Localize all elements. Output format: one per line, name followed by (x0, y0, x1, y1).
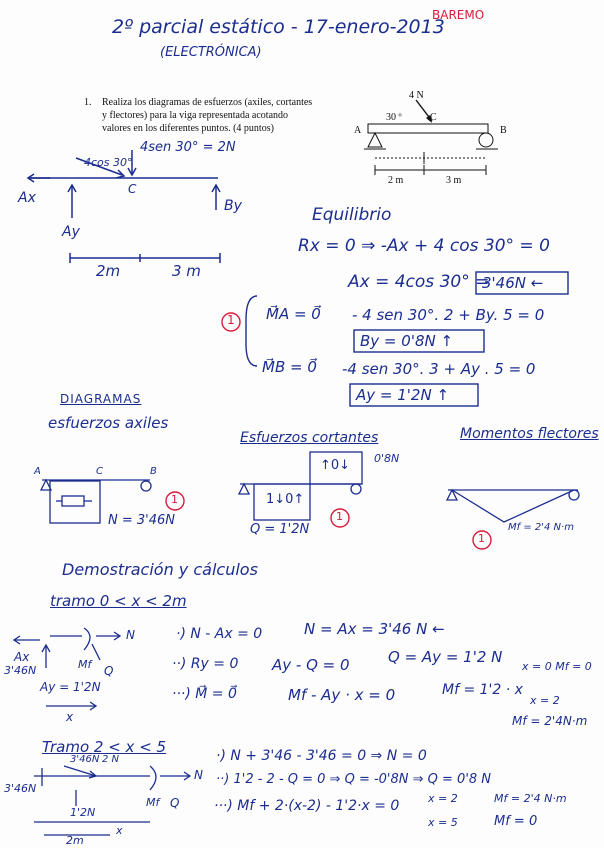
support-b-roller (479, 133, 493, 147)
fbd-ay-label: Ay (62, 224, 80, 240)
shear-heading: Esfuerzos cortantes (240, 430, 379, 446)
t1-case-2: x = 2 (530, 694, 560, 707)
result-by: By = 0'8N ↑ (360, 332, 454, 350)
t2-mid-value: 1'2N (70, 806, 96, 819)
axial-c-label: C (96, 466, 103, 477)
fig-b-label: B (500, 125, 507, 136)
t2-case-2-result: Mf = 0 (494, 814, 538, 829)
fbd-horizontal-force: 4cos 30° (84, 156, 133, 169)
moment-diagram (447, 490, 579, 522)
equation-ma: - 4 sen 30°. 2 + By. 5 = 0 (352, 306, 545, 324)
problem-line-3: valores en los diferentes puntos. (4 puntos) (102, 123, 274, 134)
fbd-dim-2: 3 m (172, 262, 201, 280)
t1-case-3: Mf = 2'4N·m (512, 714, 588, 728)
moment-value: Mf = 2'4 N·m (508, 522, 574, 533)
equation-rx: Rx = 0 ⇒ -Ax + 4 cos 30° = 0 (298, 236, 550, 256)
fbd-ax-label: Ax (18, 190, 36, 206)
axial-value: N = 3'46N (108, 513, 175, 528)
t2-q-label: Q (170, 796, 180, 810)
t2-eq2: ··) 1'2 - 2 - Q = 0 ⇒ Q = -0'8N ⇒ Q = 0'8 N (216, 772, 492, 787)
result-ax: 3'46N ← (482, 274, 544, 292)
t1-mf-label: Mf (78, 658, 92, 671)
t1-eq1-result: N = Ax = 3'46 N ← (304, 620, 445, 638)
t2-dim: 2m (66, 834, 84, 847)
t1-ay-label: Ay = 1'2N (40, 680, 101, 694)
exam-title: 2º parcial estático - 17-enero-2013 (112, 16, 445, 38)
fbd-by-label: By (224, 198, 242, 214)
tramo2-sketch (34, 766, 190, 835)
axial-b-label: B (150, 466, 157, 477)
fbd-c-label: C (128, 182, 137, 196)
t1-eq3: ···) M⃗ = 0⃗ (172, 686, 237, 702)
moment-a-lhs: M⃗A = 0⃗ (266, 305, 321, 323)
t1-n-label: N (126, 628, 135, 642)
shear-positive-symbol: 1↓0↑ (266, 492, 305, 507)
equation-ax: Ax = 4cos 30° = (348, 272, 490, 292)
shear-top-value: 0'8N (374, 452, 400, 465)
fig-a-label: A (354, 125, 362, 136)
problem-number: 1. (84, 97, 92, 108)
fig-c-label: C (430, 112, 437, 123)
t1-eq2: ··) Ry = 0 (172, 656, 239, 672)
problem-line-1: Realiza los diagramas de esfuerzos (axiles, cortantes (102, 97, 313, 108)
t2-case-1-result: Mf = 2'4 N·m (494, 792, 567, 805)
diagrams-heading: DIAGRAMAS (60, 392, 142, 406)
moment-b-lhs: M⃗B = 0⃗ (262, 358, 317, 376)
tramo2-heading: Tramo 2 < x < 5 (42, 738, 167, 756)
t2-eq3: ···) Mf + 2·(x-2) - 1'2·x = 0 (214, 798, 400, 814)
t2-top-value: 3'46N (70, 754, 100, 765)
shear-negative-symbol: ↑0↓ (320, 458, 351, 473)
t1-eq3b: Mf - Ay · x = 0 (288, 686, 396, 704)
t1-eq2b: Ay - Q = 0 (272, 656, 350, 674)
fbd-dim-1: 2m (96, 262, 121, 280)
shear-bottom-value: Q = 1'2N (250, 522, 310, 537)
demo-heading: Demostración y cálculos (62, 560, 258, 579)
t1-eq3-result: Mf = 1'2 · x (442, 682, 523, 698)
score-mark-shear: 1 (336, 510, 343, 523)
problem-line-2: y flectores) para la viga representada acotando (102, 110, 289, 121)
t2-left-value: 3'46N (4, 782, 37, 795)
axial-a-label: A (34, 466, 41, 477)
moment-heading: Momentos flectores (460, 426, 599, 442)
support-a-triangle (368, 133, 382, 147)
equation-mb: -4 sen 30°. 3 + Ay . 5 = 0 (342, 360, 536, 378)
score-mark-equilibrium: 1 (227, 313, 235, 327)
t2-case-1: x = 2 (428, 792, 458, 805)
t1-case-1: x = 0 Mf = 0 (522, 660, 592, 673)
fig-angle-label: 30 º (386, 112, 402, 123)
baremo-tag: BAREMO (432, 8, 485, 22)
t2-top-force: 2 N (102, 754, 120, 765)
score-mark-axial: 1 (171, 493, 178, 506)
tramo1-heading: tramo 0 < x < 2m (50, 592, 187, 610)
t2-mf-label: Mf (146, 796, 160, 809)
t1-ax-value: 3'46N (4, 664, 37, 677)
t2-eq1: ·) N + 3'46 - 3'46 = 0 ⇒ N = 0 (216, 748, 427, 764)
printed-beam (368, 124, 488, 133)
t2-n-label: N (194, 768, 203, 782)
fbd-vertical-force: 4sen 30° = 2N (140, 140, 236, 155)
t1-eq1: ·) N - Ax = 0 (176, 626, 263, 642)
t2-x-label: x (116, 824, 123, 837)
t1-q-label: Q (104, 664, 114, 678)
score-mark-moment: 1 (478, 532, 485, 545)
t1-x-label: x (66, 710, 74, 724)
equilibrium-heading: Equilibrio (312, 205, 392, 225)
t1-eq2-result: Q = Ay = 1'2 N (388, 648, 503, 666)
fig-dim-1: 2 m (388, 175, 404, 186)
t2-case-2: x = 5 (428, 816, 458, 829)
t1-ax-label: Ax (14, 650, 30, 664)
axial-heading: esfuerzos axiles (48, 414, 169, 432)
fig-force-label: 4 N (409, 90, 424, 101)
exam-subtitle: (ELECTRÓNICA) (160, 45, 262, 60)
fig-dim-2: 3 m (446, 175, 462, 186)
result-ay: Ay = 1'2N ↑ (356, 386, 450, 404)
